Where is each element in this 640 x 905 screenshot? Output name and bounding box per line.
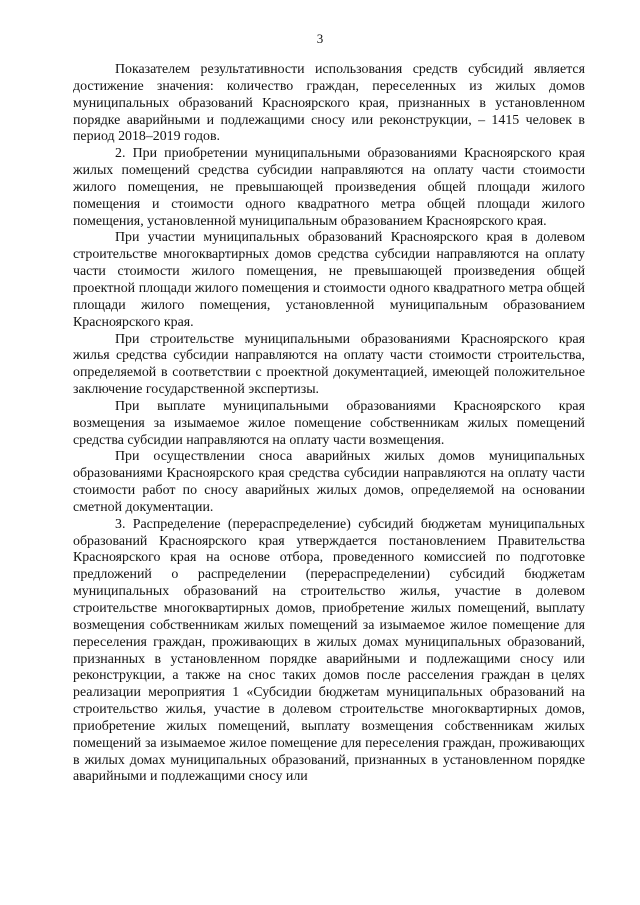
- paragraph-performance-indicator: Показателем результативности использования средств субсидий является достижение значения: количество граждан, переселенных из жилых домов муниципальных образований Красноярского края, признанных в установленном порядке аварийными и подлежащими сносу или реконструкции, – 1415 человек в период 2018–2019 годов.: [73, 62, 585, 145]
- paragraph-compensation-payment: При выплате муниципальными образованиями Красноярского края возмещения за изымаемое жилое помещение собственникам жилых помещений средства субсидии направляются на оплату части возмещения.: [73, 398, 585, 448]
- paragraph-demolition: При осуществлении сноса аварийных жилых домов муниципальных образованиями Красноярского края средства субсидии направляются на оплату части стоимости работ по сносу аварийных жилых домов, определяемой на основании сметной документации.: [73, 449, 585, 515]
- document-body: [73, 62, 585, 786]
- paragraph-housing-construction: При строительстве муниципальными образованиями Красноярского края жилья средства субсидии направляются на оплату части стоимости строительства, определяемой в соответствии с проектной документацией, имеющей положительное заключение государственной экспертизы.: [73, 331, 585, 398]
- paragraph-2-purchase: 2. При приобретении муниципальными образованиями Красноярского края жилых помещений средства субсидии направляются на оплату части стоимости жилого помещения, не превышающей произведения общей площади жилого помещения и стоимости одного квадратного метра общей площади жилого помещения, установленной муниципальным образованием Красноярского края.: [73, 146, 585, 229]
- paragraph-shared-construction: При участии муниципальных образований Красноярского края в долевом строительстве многоквартирных домов средства субсидии направляются на оплату части стоимости жилого помещения, не превышающей произведения общей проектной площади жилого помещения и стоимости одного квадратного метра общей площади жилого помещения, установленной муниципальным образованием Красноярского края.: [73, 230, 585, 330]
- page-number: 3: [316, 31, 324, 46]
- paragraph-3-distribution: 3. Распределение (перераспределение) субсидий бюджетам муниципальных образований Красноярского края утверждается постановлением Правительства Красноярского края на основе отбора, проведенного комиссией по подготовке предложений о распределении (перераспределении) субсидий бюджетам муниципальных образований на строительство жилья, участие в долевом строительстве многоквартирных домов, приобретение жилых помещений, выплату возмещения собственникам жилых помещений за изымаемое жилое помещение для переселения граждан, проживающих в жилых домах муниципальных образований, признанных в установленном порядке аварийными и подлежащими сносу или реконструкции, а также на снос таких домов после расселения граждан в целях реализации мероприятия 1 «Субсидии бюджетам муниципальных образований на строительство жилья, участие в долевом строительстве многоквартирных домов, приобретение жилых помещений, выплату возмещения собственникам жилых помещений за изымаемое жилое помещение для переселения граждан, проживающих в жилых домах муниципальных образований, признанных в установленном порядке аварийными и подлежащими сносу или: [73, 516, 585, 785]
